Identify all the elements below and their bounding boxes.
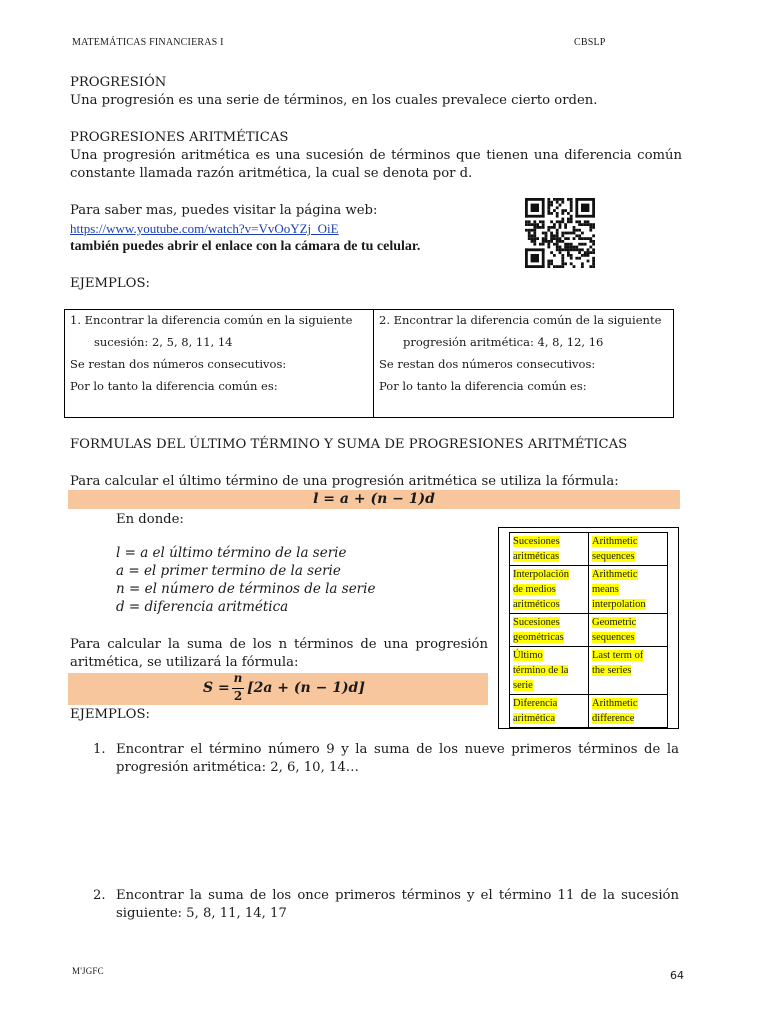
example1-line2: sucesión: 2, 5, 8, 11, 14 <box>94 335 233 349</box>
sum-formula-band <box>68 673 488 705</box>
glossary-row <box>510 647 668 695</box>
exercise2-line1: Encontrar la suma de los once primeros términos y el término 11 de la sucesión <box>116 888 679 903</box>
definition-d: d = diferencia aritmética <box>116 599 289 615</box>
glossary-term-en <box>589 614 668 647</box>
example1-line4: Por lo tanto la diferencia común es: <box>70 379 278 393</box>
glossary-line: Arithmetic <box>592 698 638 709</box>
exercise2-number: 2. <box>93 888 106 903</box>
glossary-line: Arithmetic <box>592 569 638 580</box>
glossary-frame <box>498 527 679 729</box>
glossary-line: difference <box>592 713 635 724</box>
definition-l: l = a el último término de la serie <box>116 545 347 561</box>
page-number: 64 <box>670 969 684 982</box>
examples-divider <box>373 310 374 417</box>
example2-line3: Se restan dos números consecutivos: <box>379 357 596 371</box>
glossary-line: término de la <box>513 665 569 676</box>
glossary-line: means <box>592 584 619 595</box>
glossary-line: Último <box>513 650 543 661</box>
sum-intro-line1: Para calcular la suma de los n términos de una progresión <box>70 637 488 652</box>
glossary-line: Geometric <box>592 617 637 628</box>
glossary-line: Interpolación <box>513 569 569 580</box>
glossary-line: Last term of <box>592 650 644 661</box>
glossary-line: de medios <box>513 584 556 595</box>
sum-formula-rhs: [2a + (n − 1)d] <box>247 680 365 696</box>
sum-intro-line2: aritmética, se utilizará la fórmula: <box>70 655 299 670</box>
glossary-row <box>510 566 668 614</box>
glossary-line: sequences <box>592 551 635 562</box>
glossary-row <box>510 533 668 566</box>
example1-line3: Se restan dos números consecutivos: <box>70 357 287 371</box>
qr-code-icon[interactable] <box>525 197 595 269</box>
footer-author: M'JGFC <box>72 966 104 976</box>
glossary-term-es <box>510 614 589 647</box>
glossary-row <box>510 614 668 647</box>
glossary-term-es <box>510 533 589 566</box>
sum-formula-numerator: n <box>233 671 243 685</box>
glossary-line: Sucesiones <box>513 617 560 628</box>
glossary-term-en <box>589 566 668 614</box>
glossary-line: interpolation <box>592 599 646 610</box>
camera-note: también puedes abrir el enlace con la cámara de tu celular. <box>70 239 421 254</box>
glossary-term-es <box>510 695 589 728</box>
glossary-line: serie <box>513 680 533 691</box>
web-intro: Para saber mas, puedes visitar la página web: <box>70 203 378 218</box>
last-term-intro: Para calcular el último término de una progresión aritmética se utiliza la fórmula: <box>70 474 619 489</box>
exercise2-line2: siguiente: 5, 8, 11, 14, 17 <box>116 906 287 921</box>
section-title-progresion: PROGRESIÓN <box>70 75 167 90</box>
exercise1-line1: Encontrar el término número 9 y la suma de los nueve primeros términos de la <box>116 742 679 757</box>
en-donde-label: En donde: <box>116 512 184 527</box>
glossary-term-es <box>510 647 589 695</box>
section-title-aritmeticas: PROGRESIONES ARITMÉTICAS <box>70 130 289 145</box>
glossary-line: aritmética <box>513 713 555 724</box>
definition-n: n = el número de términos de la serie <box>116 581 376 597</box>
glossary-line: aritméticos <box>513 599 560 610</box>
header-school: CBSLP <box>574 37 606 48</box>
glossary-line: aritméticas <box>513 551 560 562</box>
youtube-link[interactable]: https://www.youtube.com/watch?v=VvOoYZj_OiE <box>70 221 339 236</box>
glossary-line: the series <box>592 665 632 676</box>
example2-line1: 2. Encontrar la diferencia común de la siguiente <box>379 313 662 327</box>
example2-line2: progresión aritmética: 4, 8, 12, 16 <box>403 335 604 349</box>
exercise1-line2: progresión aritmética: 2, 6, 10, 14… <box>116 760 359 775</box>
glossary-term-en <box>589 695 668 728</box>
glossary-line: Arithmetic <box>592 536 638 547</box>
glossary-line: sequences <box>592 632 635 643</box>
glossary-term-en <box>589 647 668 695</box>
example2-line4: Por lo tanto la diferencia común es: <box>379 379 587 393</box>
glossary-term-en <box>589 533 668 566</box>
last-term-formula: l = a + (n − 1)d <box>313 491 435 507</box>
definition-a: a = el primer termino de la serie <box>116 563 341 579</box>
section-text-line2: constante llamada razón aritmética, la cual se denota por d. <box>70 166 473 181</box>
glossary-table <box>509 532 668 728</box>
section-text-progresion: Una progresión es una serie de términos, en los cuales prevalece cierto orden. <box>70 93 598 108</box>
section-text-line1: Una progresión aritmética es una sucesión de términos que tienen una diferencia común <box>70 148 682 163</box>
sum-formula-denominator: 2 <box>233 689 243 703</box>
exercise1-number: 1. <box>93 742 106 757</box>
glossary-term-es <box>510 566 589 614</box>
last-term-formula-band <box>68 490 680 509</box>
examples2-label: EJEMPLOS: <box>70 707 150 722</box>
glossary-line: Diferencia <box>513 698 558 709</box>
glossary-line: geométricas <box>513 632 564 643</box>
examples-label: EJEMPLOS: <box>70 276 150 291</box>
formulas-title: FORMULAS DEL ÚLTIMO TÉRMINO Y SUMA DE PROGRESIONES ARITMÉTICAS <box>70 437 628 452</box>
example1-line1: 1. Encontrar la diferencia común en la siguiente <box>70 313 353 327</box>
sum-formula-lhs: S = <box>203 680 230 696</box>
header-course: MATEMÁTICAS FINANCIERAS I <box>72 37 224 48</box>
examples-box <box>64 309 674 418</box>
glossary-row <box>510 695 668 728</box>
glossary-line: Sucesiones <box>513 536 560 547</box>
